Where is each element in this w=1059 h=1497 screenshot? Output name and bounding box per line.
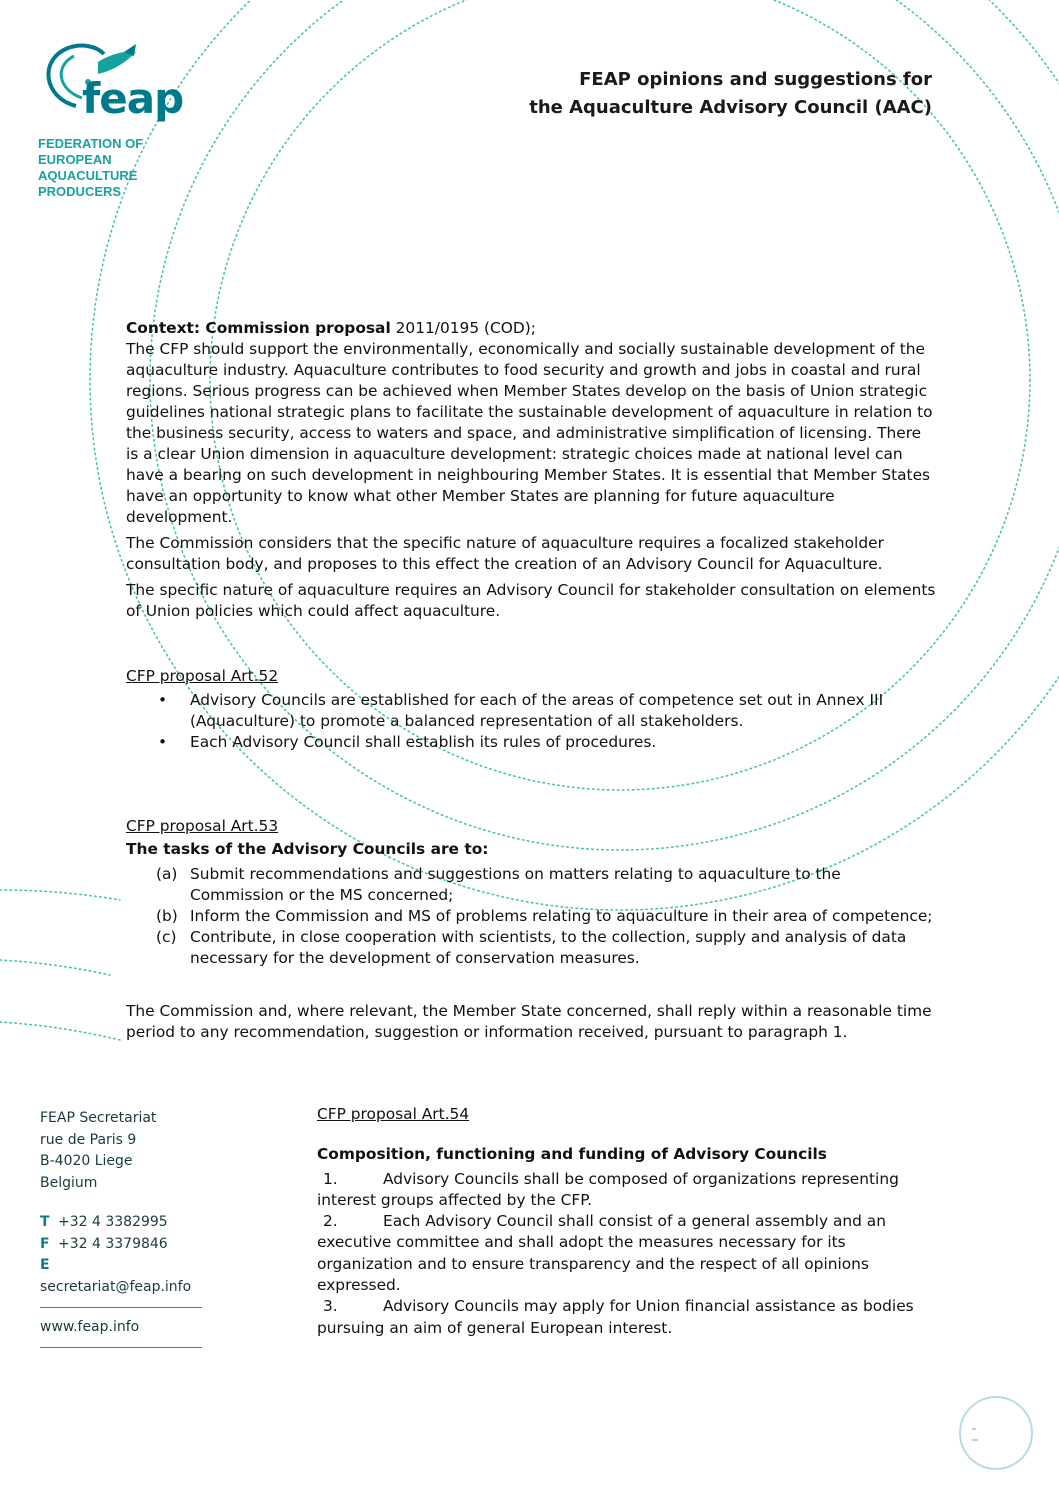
address-line: rue de Paris 9 bbox=[40, 1131, 137, 1148]
art53-heading: CFP proposal Art.53 bbox=[126, 817, 279, 835]
context-paragraph: The Commission considers that the specific nature of aquaculture requires a focalized stakeholder consultation body, and proposes to this effect the creation of an Advisory Council for Aquaculture. bbox=[126, 534, 884, 573]
context-paragraph: The specific nature of aquaculture requires an Advisory Council for stakeholder consultation on elements of Union policies which could affect aquaculture. bbox=[126, 581, 936, 620]
list-item: 3. Advisory Councils may apply for Union financial assistance as bodies pursuing an aim of general European interest. bbox=[317, 1297, 914, 1337]
document-title: FEAP opinions and suggestions for the Aquaculture Advisory Council (AAC) bbox=[529, 69, 932, 118]
art54-heading: CFP proposal Art.54 bbox=[317, 1105, 470, 1123]
email-line: Esecretariat@feap.info bbox=[40, 1257, 192, 1295]
fax-line: F +32 4 3379846 bbox=[40, 1235, 168, 1252]
website-link[interactable]: www.feap.info bbox=[40, 1319, 140, 1335]
list-item: (b) Inform the Commission and MS of problems relating to aquaculture in their area of competence; bbox=[156, 907, 933, 925]
page-number-circle bbox=[958, 1395, 1034, 1471]
list-item: (a) Submit recommendations and suggestions on matters relating to aquaculture to the Commission or the MS concerned; bbox=[156, 865, 841, 904]
address-line: Belgium bbox=[40, 1174, 98, 1191]
art52-heading: CFP proposal Art.52 bbox=[126, 667, 279, 685]
art53-section bbox=[126, 816, 936, 1043]
art53-closing: The Commission and, where relevant, the Member State concerned, shall reply within a reasonable time period to any recommendation, suggestion or information received, pursuant to paragraph 1. bbox=[126, 1002, 932, 1041]
list-item: • Advisory Councils are established for each of the areas of competence set out in Annex III (Aquaculture) to promote a balanced representation of all stakeholders. bbox=[158, 691, 884, 730]
list-item: (c) Contribute, in close cooperation with scientists, to the collection, supply and analysis of data necessary for the development of conservation measures. bbox=[156, 928, 907, 967]
email-link[interactable]: secretariat@feap.info bbox=[40, 1278, 192, 1295]
phone-line: T +32 4 3382995 bbox=[40, 1214, 168, 1230]
list-item: 1. Advisory Councils shall be composed of organizations representing interest groups affected by the CFP. bbox=[317, 1169, 899, 1209]
art52-list bbox=[126, 690, 936, 753]
art54-subheading: Composition, functioning and funding of Advisory Councils bbox=[317, 1145, 827, 1164]
list-item: • Each Advisory Council shall establish its rules of procedures. bbox=[158, 733, 657, 751]
divider bbox=[40, 1347, 202, 1348]
context-paragraph: The CFP should support the environmentally, economically and socially sustainable development of the aquaculture industry. Aquaculture contributes to food security and growth and jobs in coastal and rural regions. Serious progress can be achieved when Member States develop on the basis of Union strategic guidelines national strategic plans to facilitate the sustainable development of aquaculture in relation to the business security, access to waters and space, and administrative simplification of licensing. There is a clear Union dimension in aquaculture development: strategic choices made at national level can have a bearing on such development in neighbouring Member States. It is essential that Member States have an opportunity to know what other Member States are planning for future aquaculture development. bbox=[126, 340, 933, 526]
address-line: B-4020 Liege bbox=[40, 1153, 133, 1169]
art53-list bbox=[126, 864, 936, 969]
art52-section bbox=[126, 666, 936, 753]
art53-subheading: The tasks of the Advisory Councils are to: bbox=[126, 840, 489, 858]
logo-tagline: FEDERATION OF EUROPEAN AQUACULTURE PRODUCERS bbox=[38, 136, 144, 199]
list-item: 2. Each Advisory Council shall consist of a general assembly and an executive committee and shall adopt the measures necessary for its organization and to ensure transparency and the respect of all opinions expressed. bbox=[317, 1212, 886, 1295]
art54-section bbox=[317, 1104, 927, 1339]
address-line: FEAP Secretariat bbox=[40, 1110, 157, 1126]
divider bbox=[40, 1307, 202, 1308]
context-heading: Context: Commission proposal 2011/0195 (COD); bbox=[126, 319, 536, 337]
contact-sidebar bbox=[40, 1108, 202, 1348]
context-section bbox=[126, 318, 936, 622]
logo-wordmark: feap bbox=[82, 74, 184, 123]
